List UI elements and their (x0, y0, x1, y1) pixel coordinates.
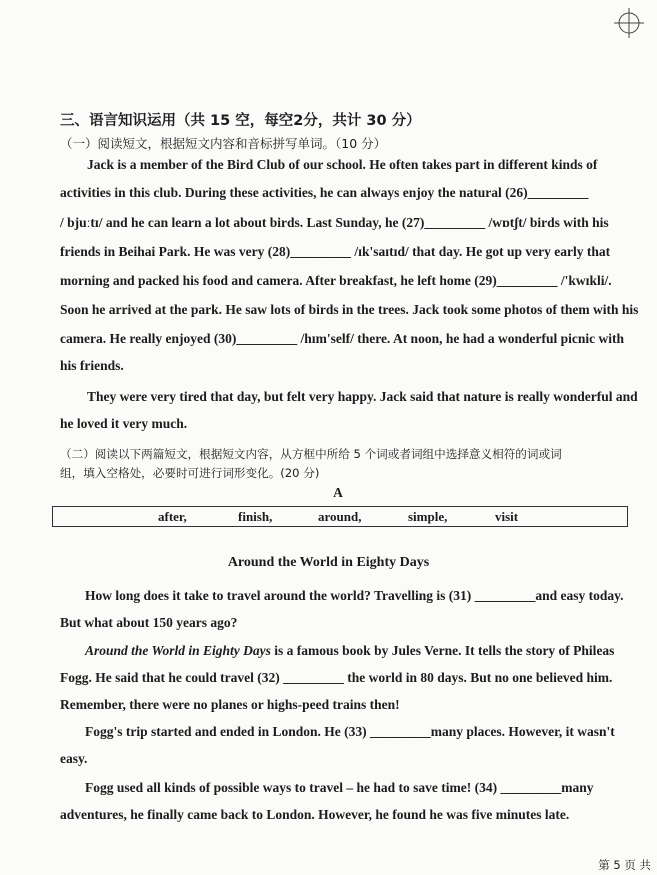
part1-line: he loved it very much. (60, 416, 188, 431)
part1-line: camera. He really enjoyed (30)_________ /hɪm'self/ there. At noon, he had a wonderful picnic with (60, 331, 624, 346)
part2-instruction: （二）阅读以下两篇短文，根据短文内容，从方框中所给 5 个词或者词组中选择意义相符的词或词 (60, 447, 562, 461)
passage-text: is a famous book by Jules Verne. It tells the story of Phileas (270, 643, 615, 658)
part1-line: Soon he arrived at the park. He saw lots of birds in the trees. Jack took some photos of them with his (60, 302, 639, 317)
word-box-item: after, (158, 509, 187, 524)
part1-line: Jack is a member of the Bird Club of our school. He often takes part in different kinds of (87, 157, 598, 172)
book-title: Around the World in Eighty Days (85, 643, 271, 658)
word-box-item: around, (318, 509, 362, 524)
word-box-item: finish, (238, 509, 273, 524)
part2-instruction: 组，填入空格处，必要时可进行词形变化。(20 分) (60, 466, 320, 480)
part1-line: morning and packed his food and camera. After breakfast, he left home (29)_________ /'kwɪkli/. (60, 273, 612, 288)
passage-line: adventures, he finally came back to London. However, he found he was five minutes late. (60, 807, 570, 822)
passage-line: Fogg. He said that he could travel (32) _________ the world in 80 days. But no one believed him. (60, 670, 613, 685)
passage-line: Fogg's trip started and ended in London. He (33) _________many places. However, it wasn't (85, 724, 615, 739)
word-box-item: visit (495, 509, 519, 524)
word-box-item: simple, (408, 509, 448, 524)
passage-line: But what about 150 years ago? (60, 615, 238, 630)
passage-title: Around the World in Eighty Days (227, 555, 430, 570)
passage-line: Remember, there were no planes or highs-peed trains then! (60, 697, 400, 712)
passage-line: How long does it take to travel around the world? Travelling is (31) _________and easy today. (85, 588, 624, 603)
page-number: 第 5 页 共 (598, 858, 651, 872)
section-title: 三、语言知识运用（共 15 空，每空2分，共计 30 分） (60, 113, 421, 129)
part1-line: friends in Beihai Park. He was very (28)_________ /ɪk'saɪtɪd/ that day. He got up very early that (60, 244, 611, 259)
part1-heading: （一）阅读短文，根据短文内容和音标拼写单词。（10 分） (60, 136, 387, 151)
part1-line: his friends. (60, 358, 124, 373)
passage-line (85, 643, 614, 659)
part1-line: / bjuːtɪ/ and he can learn a lot about birds. Last Sunday, he (27)_________ /wɒtʃt/ birds with his (60, 215, 609, 230)
part1-line: They were very tired that day, but felt very happy. Jack said that nature is really wonderful and (87, 389, 638, 404)
passage-line: Fogg used all kinds of possible ways to travel – he had to save time! (34) _________many (85, 780, 594, 795)
passage-letter: A (333, 485, 343, 500)
passage-line: easy. (60, 751, 88, 766)
registration-mark-icon (614, 8, 644, 38)
part1-line: activities in this club. During these activities, he can always enjoy the natural (26)_________ (60, 185, 589, 200)
